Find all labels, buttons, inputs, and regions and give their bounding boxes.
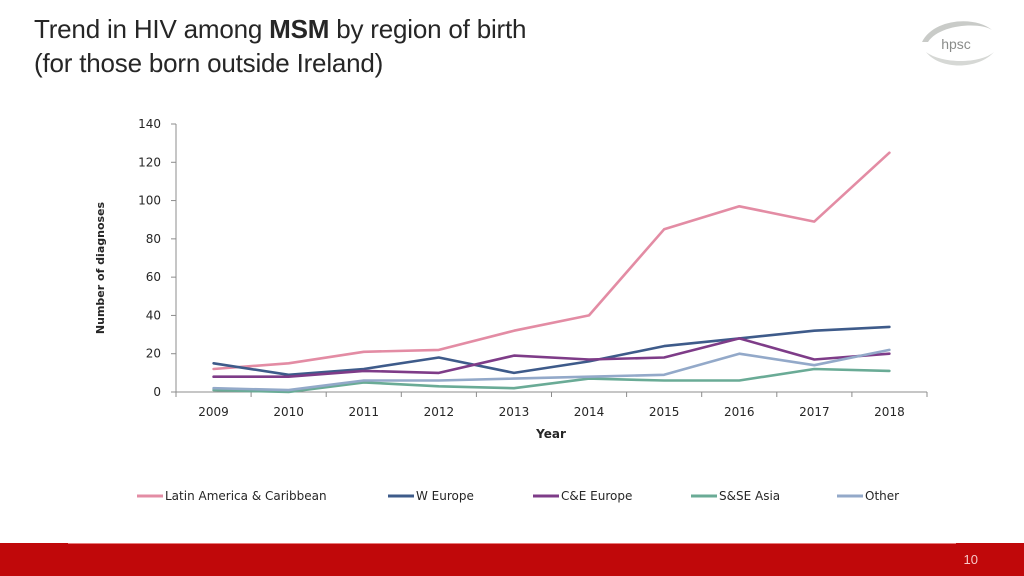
- y-tick-label: 60: [145, 270, 161, 285]
- y-tick-label: 0: [153, 385, 161, 399]
- x-tick-label: 2016: [723, 405, 755, 419]
- y-axis-ticks: [138, 117, 176, 399]
- x-tick-label: 2011: [348, 405, 380, 419]
- y-axis-label: Number of diagnoses: [94, 201, 107, 335]
- y-tick-label: 20: [145, 346, 161, 361]
- x-tick-label: 2017: [799, 405, 830, 419]
- title-text-2: by region of birth: [329, 14, 527, 44]
- x-tick-label: 2010: [273, 405, 304, 419]
- legend-label: Latin America & Caribbean: [165, 489, 327, 503]
- title-bold-text: MSM: [269, 14, 330, 44]
- x-tick-label: 2012: [423, 405, 455, 419]
- y-tick-label: 100: [138, 193, 161, 208]
- footer-divider: [68, 543, 956, 544]
- title-line-2: (for those born outside Ireland): [34, 48, 384, 78]
- x-tick-label: 2013: [498, 405, 530, 419]
- title-text-1: Trend in HIV among: [34, 14, 270, 44]
- chart-axes: [176, 124, 927, 392]
- series-line-c-e-europe: [214, 338, 890, 376]
- page-number: 10: [963, 552, 978, 567]
- x-tick-label: 2015: [648, 405, 680, 419]
- series-line-latin-america-caribbean: [214, 153, 890, 369]
- x-tick-label: 2014: [573, 405, 605, 419]
- x-axis-label: Year: [536, 427, 566, 441]
- x-tick-label: 2018: [874, 405, 905, 419]
- chart-legend: [137, 489, 899, 503]
- legend-label: C&E Europe: [561, 489, 633, 503]
- legend-label: W Europe: [416, 489, 474, 503]
- x-axis-ticks: [176, 392, 927, 419]
- y-tick-label: 40: [145, 308, 161, 323]
- legend-label: S&SE Asia: [719, 489, 781, 503]
- y-tick-label: 80: [145, 231, 161, 246]
- y-tick-label: 140: [138, 117, 161, 131]
- logo-text: hpsc: [941, 36, 971, 52]
- series-lines: [214, 153, 890, 392]
- legend-label: Other: [865, 489, 900, 503]
- footer-bar: [0, 543, 1024, 576]
- x-tick-label: 2009: [198, 405, 229, 419]
- y-tick-label: 120: [138, 155, 161, 170]
